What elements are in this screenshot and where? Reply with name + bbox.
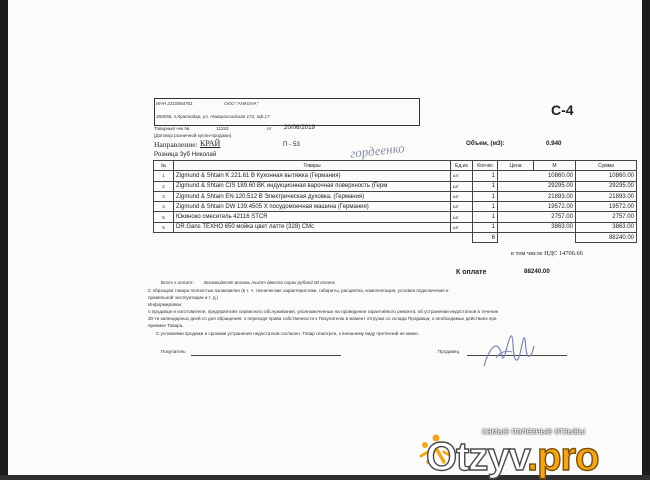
terms-line-7: С условиями продажи и сроками устранения недостатков согласен. Товар осмотрен, к внешнему виду претензий не имею.: [156, 331, 419, 336]
row-number: 3: [154, 191, 174, 201]
col-unit: Ед.из: [451, 161, 473, 171]
row-unit: шт: [451, 181, 473, 191]
total-qty: 6: [473, 233, 498, 243]
total-words-label: Всего к оплате:: [161, 280, 194, 285]
buyer-signature-line: [191, 355, 341, 356]
total-words: Восемьдесят восемь тысяч двести сорок рублей 00 копеек: [204, 280, 335, 285]
row-sum: 19572.00: [576, 202, 637, 212]
row-price: 19572.00: [498, 202, 576, 212]
table-row: [154, 171, 637, 181]
row-unit: шт: [451, 171, 473, 181]
row-unit: шт: [451, 222, 473, 232]
row-unit: шт: [451, 191, 473, 201]
row-price: 2757.00: [498, 212, 576, 222]
seller-address: 350056, г.Краснодар, ул. Новороссийская 172, оф.17: [156, 114, 270, 119]
receipt-sheet: [8, 0, 642, 475]
table-row: [154, 222, 637, 232]
row-number: 5: [154, 212, 174, 222]
terms-line-6: приемке Товара.: [148, 323, 184, 328]
seller-name: ООО "АНКОНА": [224, 101, 259, 106]
row-name: Zigmund & Shtain DW 139.4505 X посудомоечная машина (Германия): [174, 202, 451, 212]
row-qty: 1: [473, 181, 498, 191]
row-name: DR.Gans ТЕХНО 650 мойка цвет латте (328) СМс: [174, 222, 451, 232]
terms-line-1: С образцом товара полностью ознакомлен (в т. ч. технические характеристики, габариты, расцветка, комплектация, условия подключения и: [148, 288, 449, 293]
seller-signature: [478, 328, 538, 373]
row-number: 2: [154, 181, 174, 191]
row-price: 10860.00: [498, 171, 576, 181]
handwritten-note: гордеенко: [349, 140, 406, 161]
row-qty: 1: [473, 171, 498, 181]
form-code: С-4: [551, 102, 574, 118]
table-total-row: [154, 233, 637, 243]
row-price: 21893.00: [498, 191, 576, 201]
row-unit: шт: [451, 202, 473, 212]
contract-note: (Договор розничной купли-продажи): [154, 133, 232, 138]
terms-line-4: о продавце и изготовителе, предприятиях сервисного обслуживания, уполномоченных на проведение гарантийного ремонта; об устранении недостатков в течение: [148, 309, 499, 314]
row-price: 29295.00: [498, 181, 576, 191]
check-date: 20/06/2019: [284, 124, 315, 131]
row-qty: 1: [473, 202, 498, 212]
watermark-logo: [426, 435, 599, 480]
check-number: 11253: [216, 126, 229, 131]
row-number: 4: [154, 202, 174, 212]
volume-label: Объем, (м3):: [466, 140, 505, 147]
table-row: [154, 202, 637, 212]
manager: Розница Зуб Николай: [154, 151, 217, 158]
col-m: М: [534, 161, 576, 171]
payment-label: К оплате: [456, 269, 487, 276]
seller-label: Продавец: [438, 349, 460, 354]
table-row: [154, 212, 637, 222]
date-prefix: от: [267, 126, 272, 131]
check-label: Товарный чек №: [154, 126, 190, 131]
row-unit: шт: [451, 212, 473, 222]
col-sum: Сумма: [576, 161, 637, 171]
watermark-site-suffix: .pro: [526, 435, 599, 479]
direction-label: Направление:: [154, 140, 198, 149]
direction-value: КРАЙ: [200, 139, 221, 148]
payment-value: 88240.00: [524, 268, 550, 275]
seller-box: [154, 98, 420, 126]
row-qty: 1: [473, 212, 498, 222]
seller-inn: ИНН 2310084761: [156, 101, 193, 106]
row-sum: 29295.00: [576, 181, 637, 191]
col-qty: Кол-во: [473, 161, 498, 171]
vat-line: в том числе НДС 14706.66: [511, 250, 583, 257]
table-row: [154, 191, 637, 201]
table-header-row: [154, 161, 637, 171]
route: П - 53: [283, 141, 300, 148]
buyer-label: Покупатель: [161, 349, 186, 354]
total-sum: 88240.00: [576, 233, 637, 243]
terms-line-2: правильной эксплуатации и т. д.): [148, 295, 219, 300]
table-row: [154, 181, 637, 191]
row-name: Zigmund & Shtain EN 120.512 B Электрическая духовка, (Германия): [174, 191, 451, 201]
col-goods: Товары: [174, 161, 451, 171]
col-number: №: [154, 161, 174, 171]
row-qty: 1: [473, 191, 498, 201]
volume-value: 0.940: [546, 140, 562, 147]
row-name: Юкиноко смеситель 42116 STCR: [174, 212, 451, 222]
row-sum: 21893.00: [576, 191, 637, 201]
row-price: 3863.00: [498, 222, 576, 232]
terms-line-3: Информирован:: [148, 302, 183, 307]
row-number: 1: [154, 171, 174, 181]
row-qty: 1: [473, 222, 498, 232]
items-table: [153, 160, 637, 243]
col-price: Цена: [498, 161, 534, 171]
row-sum: 2757.00: [576, 212, 637, 222]
row-sum: 10860.00: [576, 171, 637, 181]
watermark-tagline: самые полезные отзывы: [482, 426, 586, 436]
terms-line-5: 30-ти календарных дней со дня обращения; о переходе права собственности к Покупателю в момент отгрузки со склада Продавца; о необходимых действиях при: [148, 316, 497, 321]
row-name: Zigmund & Shtain CIS 189.60 BK индукционная варочная поверхность (Герм: [174, 181, 451, 191]
row-number: 6: [154, 222, 174, 232]
watermark-site-main: Otzyv: [426, 435, 527, 479]
row-name: Zigmund & Shtain K 221.61 B Кухонная вытяжка (Германия): [174, 171, 451, 181]
row-sum: 3863.00: [576, 222, 637, 232]
